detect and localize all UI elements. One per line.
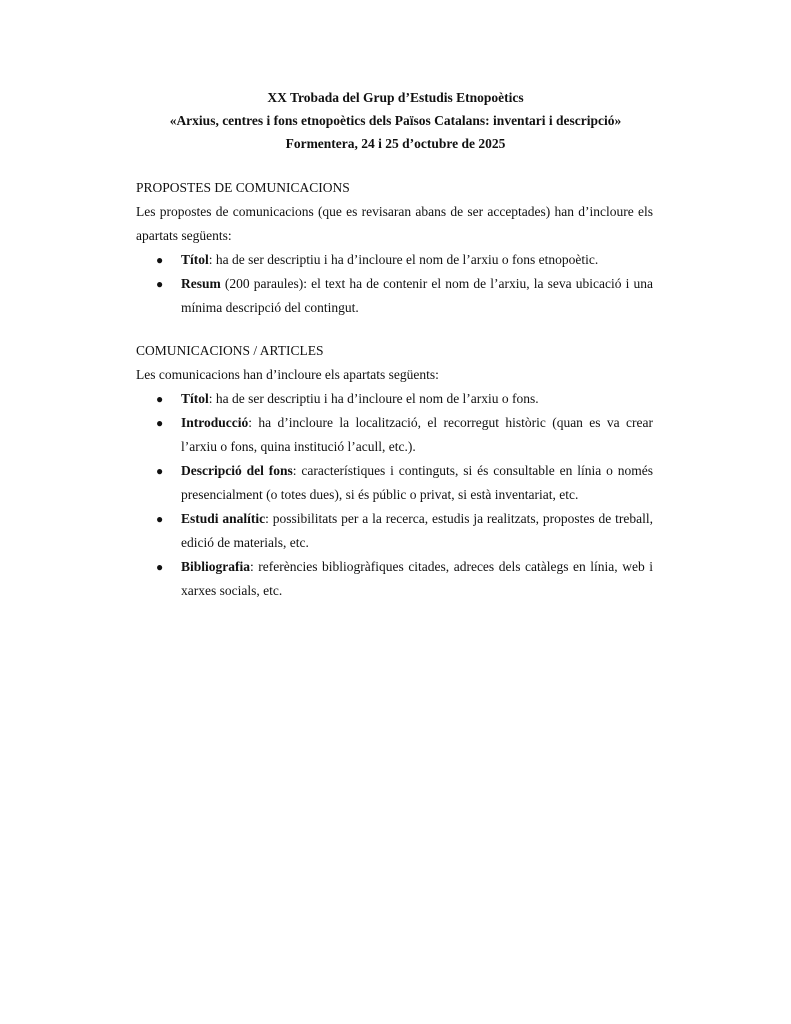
item-term: Estudi analític <box>181 511 266 526</box>
list-item <box>136 507 653 555</box>
communications-list <box>136 387 653 603</box>
item-text: : referències bibliogràfiques citades, adreces dels catàlegs en línia, web i xarxes socials, etc. <box>181 559 653 598</box>
proposals-list <box>136 248 653 320</box>
item-text: : ha de ser descriptiu i ha d’incloure el nom de l’arxiu o fons etnopoètic. <box>208 252 599 267</box>
list-item <box>136 272 653 320</box>
item-text: : ha d’incloure la localització, el recorregut històric (quan es va crear l’arxiu o fons, quina institució l’acull, etc.). <box>181 415 653 454</box>
item-term: Descripció del fons <box>181 463 293 478</box>
proposals-intro: Les propostes de comunicacions (que es revisaran abans de ser acceptades) han d’incloure els apartats següents: <box>136 204 653 243</box>
item-term: Títol <box>181 391 209 406</box>
list-item <box>136 555 653 603</box>
item-text: (200 paraules): el text ha de contenir el nom de l’arxiu, la seva ubicació i una mínima descripció del contingut. <box>181 276 653 315</box>
proposals-heading: PROPOSTES DE COMUNICACIONS <box>136 180 350 195</box>
list-item <box>136 387 653 411</box>
event-subtitle: «Arxius, centres i fons etnopoètics dels Països Catalans: inventari i descripció» <box>169 113 622 128</box>
bullet-dot-icon: ● <box>156 560 164 574</box>
communications-section <box>136 339 653 603</box>
item-text: : ha de ser descriptiu i ha d’incloure el nom de l’arxiu o fons. <box>208 391 539 406</box>
bullet-dot-icon: ● <box>156 416 164 430</box>
proposals-section <box>136 176 653 320</box>
bullet-dot-icon: ● <box>156 392 164 406</box>
communications-heading: COMUNICACIONS / ARTICLES <box>136 343 324 358</box>
event-place-date: Formentera, 24 i 25 d’octubre de 2025 <box>285 136 506 151</box>
item-term: Resum <box>181 276 221 291</box>
bullet-dot-icon: ● <box>156 512 164 526</box>
event-title: XX Trobada del Grup d’Estudis Etnopoètics <box>267 90 524 105</box>
item-term: Títol <box>181 252 209 267</box>
bullet-dot-icon: ● <box>156 277 164 291</box>
list-item <box>136 459 653 507</box>
document-header <box>0 86 791 155</box>
bullet-dot-icon: ● <box>156 464 164 478</box>
list-item <box>136 411 653 459</box>
list-item <box>136 248 653 272</box>
item-text: : característiques i continguts, si és consultable en línia o només presencialment (o totes dues), si és públic o privat, si està inventariat, etc. <box>181 463 653 502</box>
item-text: : possibilitats per a la recerca, estudis ja realitzats, propostes de treball, edició de materials, etc. <box>181 511 653 550</box>
item-term: Bibliografia <box>181 559 251 574</box>
communications-intro: Les comunicacions han d’incloure els apartats següents: <box>136 367 439 382</box>
item-term: Introducció <box>181 415 249 430</box>
bullet-dot-icon: ● <box>156 253 164 267</box>
